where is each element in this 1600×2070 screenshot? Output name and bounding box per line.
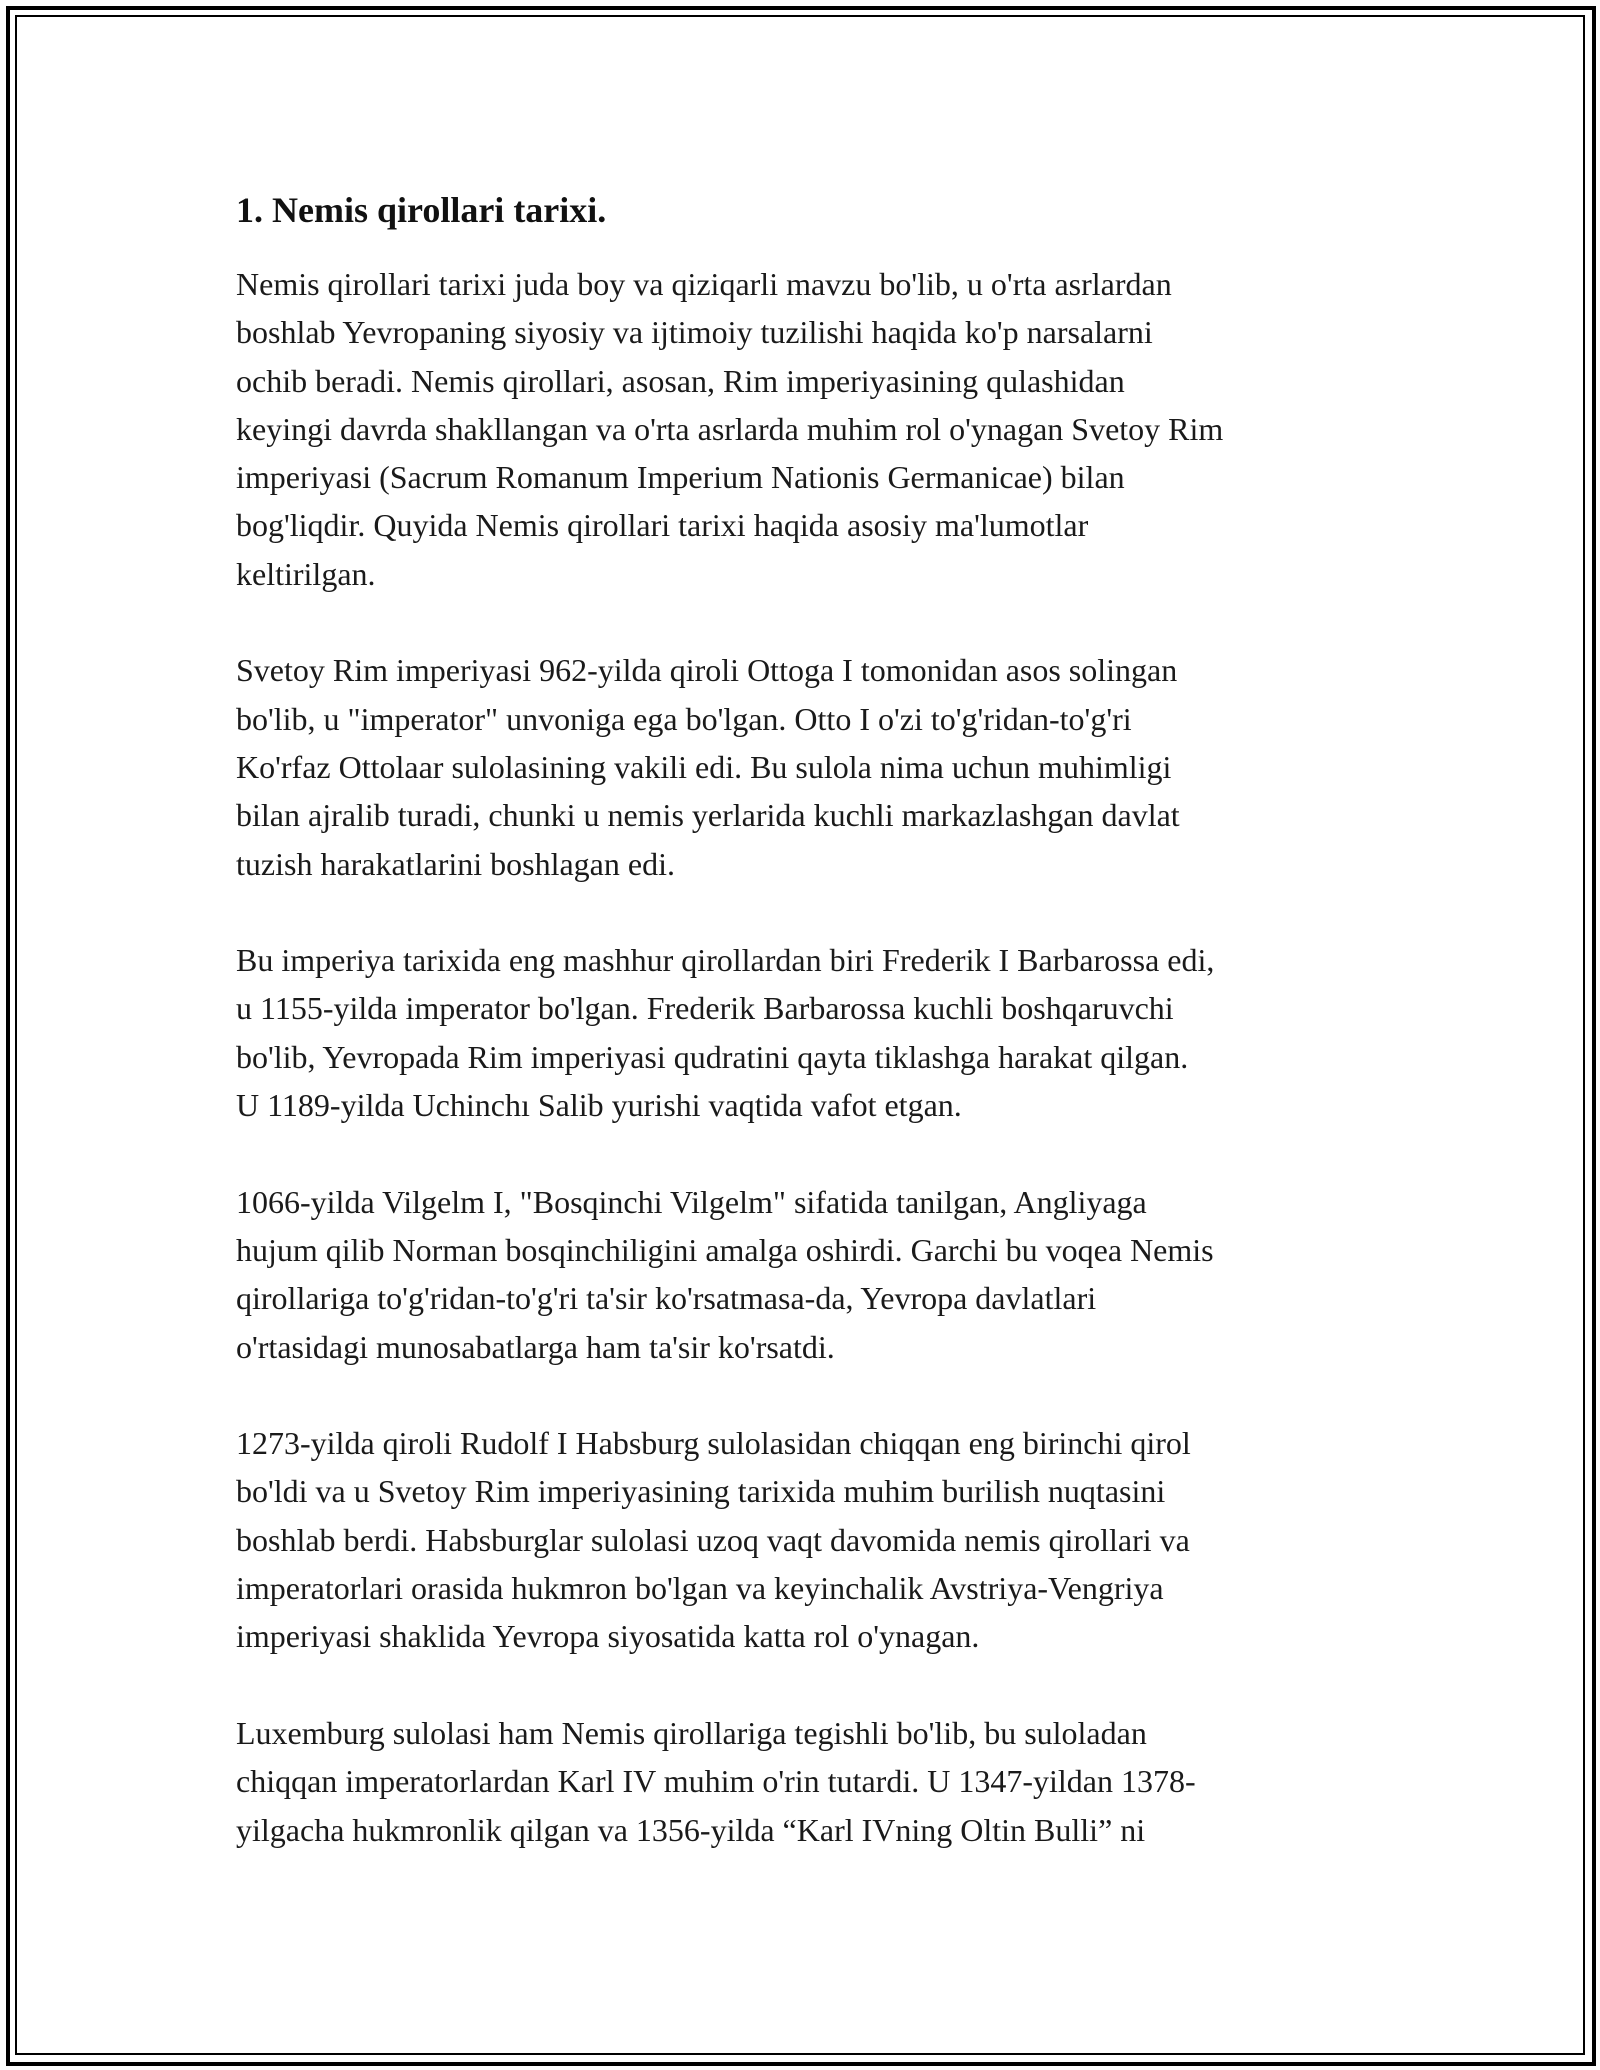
paragraph <box>236 646 1376 887</box>
paragraph-line: boshlab Yevropaning siyosiy va ijtimoiy tuzilishi haqida ko'p narsalarni <box>236 314 1153 351</box>
paragraph <box>236 1419 1376 1660</box>
paragraph-line: imperatorlari orasida hukmron bo'lgan va keyinchalik Avstriya-Vengriya <box>236 1570 1164 1607</box>
paragraph-line: bo'ldi va u Svetoy Rim imperiyasining tarixida muhim burilish nuqtasini <box>236 1473 1166 1510</box>
paragraph-line: qirollariga to'g'ridan-to'g'ri ta'sir ko'rsatmasa-da, Yevropa davlatlari <box>236 1280 1097 1317</box>
paragraph-line: bo'lib, u "imperator" unvoniga ega bo'lgan. Otto I o'zi to'g'ridan-to'g'ri <box>236 700 1132 737</box>
paragraph-line: imperiyasi (Sacrum Romanum Imperium Nationis Germanicae) bilan <box>236 459 1125 496</box>
paragraph-line: u 1155-yilda imperator bo'lgan. Frederik Barbarossa kuchli boshqaruvchi <box>236 990 1174 1027</box>
paragraph-line: hujum qilib Norman bosqinchiligini amalga oshirdi. Garchi bu voqea Nemis <box>236 1231 1214 1268</box>
paragraph-line: Nemis qirollari tarixi juda boy va qiziqarli mavzu bo'lib, u o'rta asrlardan <box>236 266 1172 302</box>
paragraph-line: chiqqan imperatorlardan Karl IV muhim o'rin tutardi. U 1347-yildan 1378- <box>236 1763 1196 1800</box>
paragraph <box>236 1178 1376 1371</box>
document-title: 1. Nemis qirollari tarixi. <box>236 190 607 230</box>
paragraph-line: 1066-yilda Vilgelm I, "Bosqinchi Vilgelm" sifatida tanilgan, Angliyaga <box>236 1183 1147 1220</box>
paragraph-line: Luxemburg sulolasi ham Nemis qirollariga tegishli bo'lib, bu suloladan <box>236 1714 1147 1751</box>
paragraph-line: keyingi davrda shakllangan va o'rta asrlarda muhim rol o'ynagan Svetoy Rim <box>236 410 1224 447</box>
document-body <box>236 186 1376 1902</box>
paragraph <box>236 936 1376 1129</box>
paragraph-line: tuzish harakatlarini boshlagan edi. <box>236 845 675 882</box>
paragraph <box>236 260 1376 598</box>
paragraph-line: boshlab berdi. Habsburglar sulolasi uzoq vaqt davomida nemis qirollari va <box>236 1521 1190 1558</box>
paragraph-line: bilan ajralib turadi, chunki u nemis yerlarida kuchli markazlashgan davlat <box>236 797 1180 834</box>
paragraph-list <box>236 260 1376 1854</box>
paragraph-line: imperiyasi shaklida Yevropa siyosatida katta rol o'ynagan. <box>236 1618 980 1655</box>
paragraph-line: Bu imperiya tarixida eng mashhur qirollardan biri Frederik I Barbarossa edi, <box>236 942 1215 979</box>
paragraph-line: U 1189-yilda Uchinchı Salib yurishi vaqtida vafot etgan. <box>236 1087 962 1124</box>
paragraph-line: Ko'rfaz Ottolaar sulolasining vakili edi. Bu sulola nima uchun muhimligi <box>236 748 1172 785</box>
paragraph-line: bo'lib, Yevropada Rim imperiyasi qudratini qayta tiklashga harakat qilgan. <box>236 1038 1189 1075</box>
paragraph-line: yilgacha hukmronlik qilgan va 1356-yilda “Karl IVning Oltin Bulli” ni <box>236 1811 1146 1848</box>
paragraph-line: keltirilgan. <box>236 555 376 592</box>
paragraph-line: ochib beradi. Nemis qirollari, asosan, Rim imperiyasining qulashidan <box>236 362 1125 399</box>
paragraph-line: bog'liqdir. Quyida Nemis qirollari tarixi haqida asosiy ma'lumotlar <box>236 507 1089 544</box>
paragraph-line: o'rtasidagi munosabatlarga ham ta'sir ko'rsatdi. <box>236 1328 835 1365</box>
paragraph <box>236 1709 1376 1854</box>
paragraph-line: 1273-yilda qiroli Rudolf I Habsburg sulolasidan chiqqan eng birinchi qirol <box>236 1425 1191 1462</box>
paragraph-line: Svetoy Rim imperiyasi 962-yilda qiroli Ottoga I tomonidan asos solingan <box>236 652 1178 689</box>
